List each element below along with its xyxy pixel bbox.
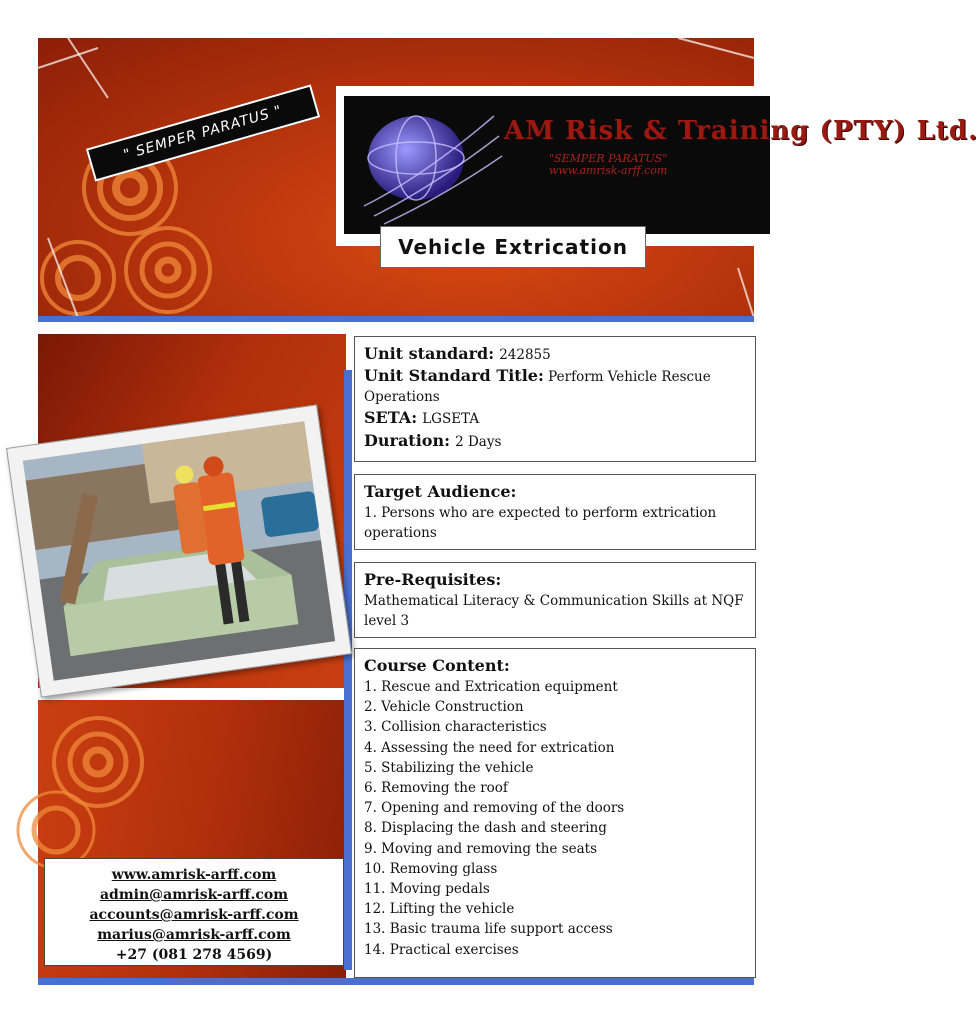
target-audience-heading: Target Audience: bbox=[364, 482, 517, 501]
globe-icon bbox=[344, 96, 504, 234]
list-item: 8. Displacing the dash and steering bbox=[364, 820, 607, 837]
unit-title-label: Unit Standard Title: bbox=[364, 366, 544, 385]
company-logo bbox=[336, 86, 978, 246]
motto-tag: " SEMPER PARATUS " bbox=[86, 84, 320, 181]
banner-divider bbox=[38, 316, 754, 322]
list-item: 12. Lifting the vehicle bbox=[364, 901, 515, 918]
prerequisites-box bbox=[354, 562, 756, 638]
email-admin-link[interactable]: admin@amrisk-arff.com bbox=[99, 887, 289, 903]
unit-standard-value: 242855 bbox=[499, 347, 551, 363]
list-item: 11. Moving pedals bbox=[364, 881, 490, 898]
duration-label: Duration: bbox=[364, 431, 450, 450]
list-item: 6. Removing the roof bbox=[364, 780, 508, 797]
logo-company-name: AM Risk & Training (PTY) Ltd. bbox=[504, 116, 978, 146]
seta-label: SETA: bbox=[364, 408, 418, 427]
list-item: 7. Opening and removing of the doors bbox=[364, 800, 625, 817]
target-audience-box bbox=[354, 474, 756, 550]
prerequisites-text: Mathematical Literacy & Communication Skills at NQF level 3 bbox=[364, 593, 744, 629]
footer-divider bbox=[38, 978, 754, 985]
list-item: 9. Moving and removing the seats bbox=[364, 840, 598, 857]
list-item: 14. Practical exercises bbox=[364, 941, 519, 958]
seta-value: LGSETA bbox=[422, 411, 480, 427]
unit-title-value: Perform Vehicle Rescue Operations bbox=[364, 369, 711, 405]
list-item: 5. Stabilizing the vehicle bbox=[364, 759, 534, 776]
list-item: 2. Vehicle Construction bbox=[364, 699, 524, 716]
logo-url: www.amrisk-arff.com bbox=[549, 164, 668, 177]
page-title: Vehicle Extrication bbox=[398, 235, 628, 259]
list-item: 10. Removing glass bbox=[364, 860, 498, 877]
vertical-divider bbox=[344, 370, 352, 970]
target-audience-item: 1. Persons who are expected to perform extrication operations bbox=[364, 505, 717, 541]
logo-motto: "SEMPER PARATUS" bbox=[549, 152, 668, 165]
prerequisites-heading: Pre-Requisites: bbox=[364, 570, 502, 589]
list-item: 13. Basic trauma life support access bbox=[364, 921, 613, 938]
unit-info-box bbox=[354, 336, 756, 462]
rescue-photo bbox=[6, 404, 352, 697]
header-banner bbox=[38, 38, 978, 318]
contact-box bbox=[44, 858, 344, 966]
phone-number: +27 (081 278 4569) bbox=[115, 947, 273, 963]
vehicle-rescue-image bbox=[23, 421, 335, 680]
course-content-box bbox=[354, 648, 756, 978]
list-item: 3. Collision characteristics bbox=[364, 719, 547, 736]
website-link[interactable]: www.amrisk-arff.com bbox=[111, 867, 277, 883]
list-item: 4. Assessing the need for extrication bbox=[364, 739, 615, 756]
course-content-list bbox=[364, 677, 747, 960]
page-title-box bbox=[380, 226, 646, 268]
email-accounts-link[interactable]: accounts@amrisk-arff.com bbox=[89, 907, 299, 923]
course-content-heading: Course Content: bbox=[364, 656, 510, 675]
email-marius-link[interactable]: marius@amrisk-arff.com bbox=[97, 927, 291, 943]
unit-standard-label: Unit standard: bbox=[364, 344, 495, 363]
list-item: 1. Rescue and Extrication equipment bbox=[364, 679, 618, 695]
duration-value: 2 Days bbox=[455, 434, 502, 450]
